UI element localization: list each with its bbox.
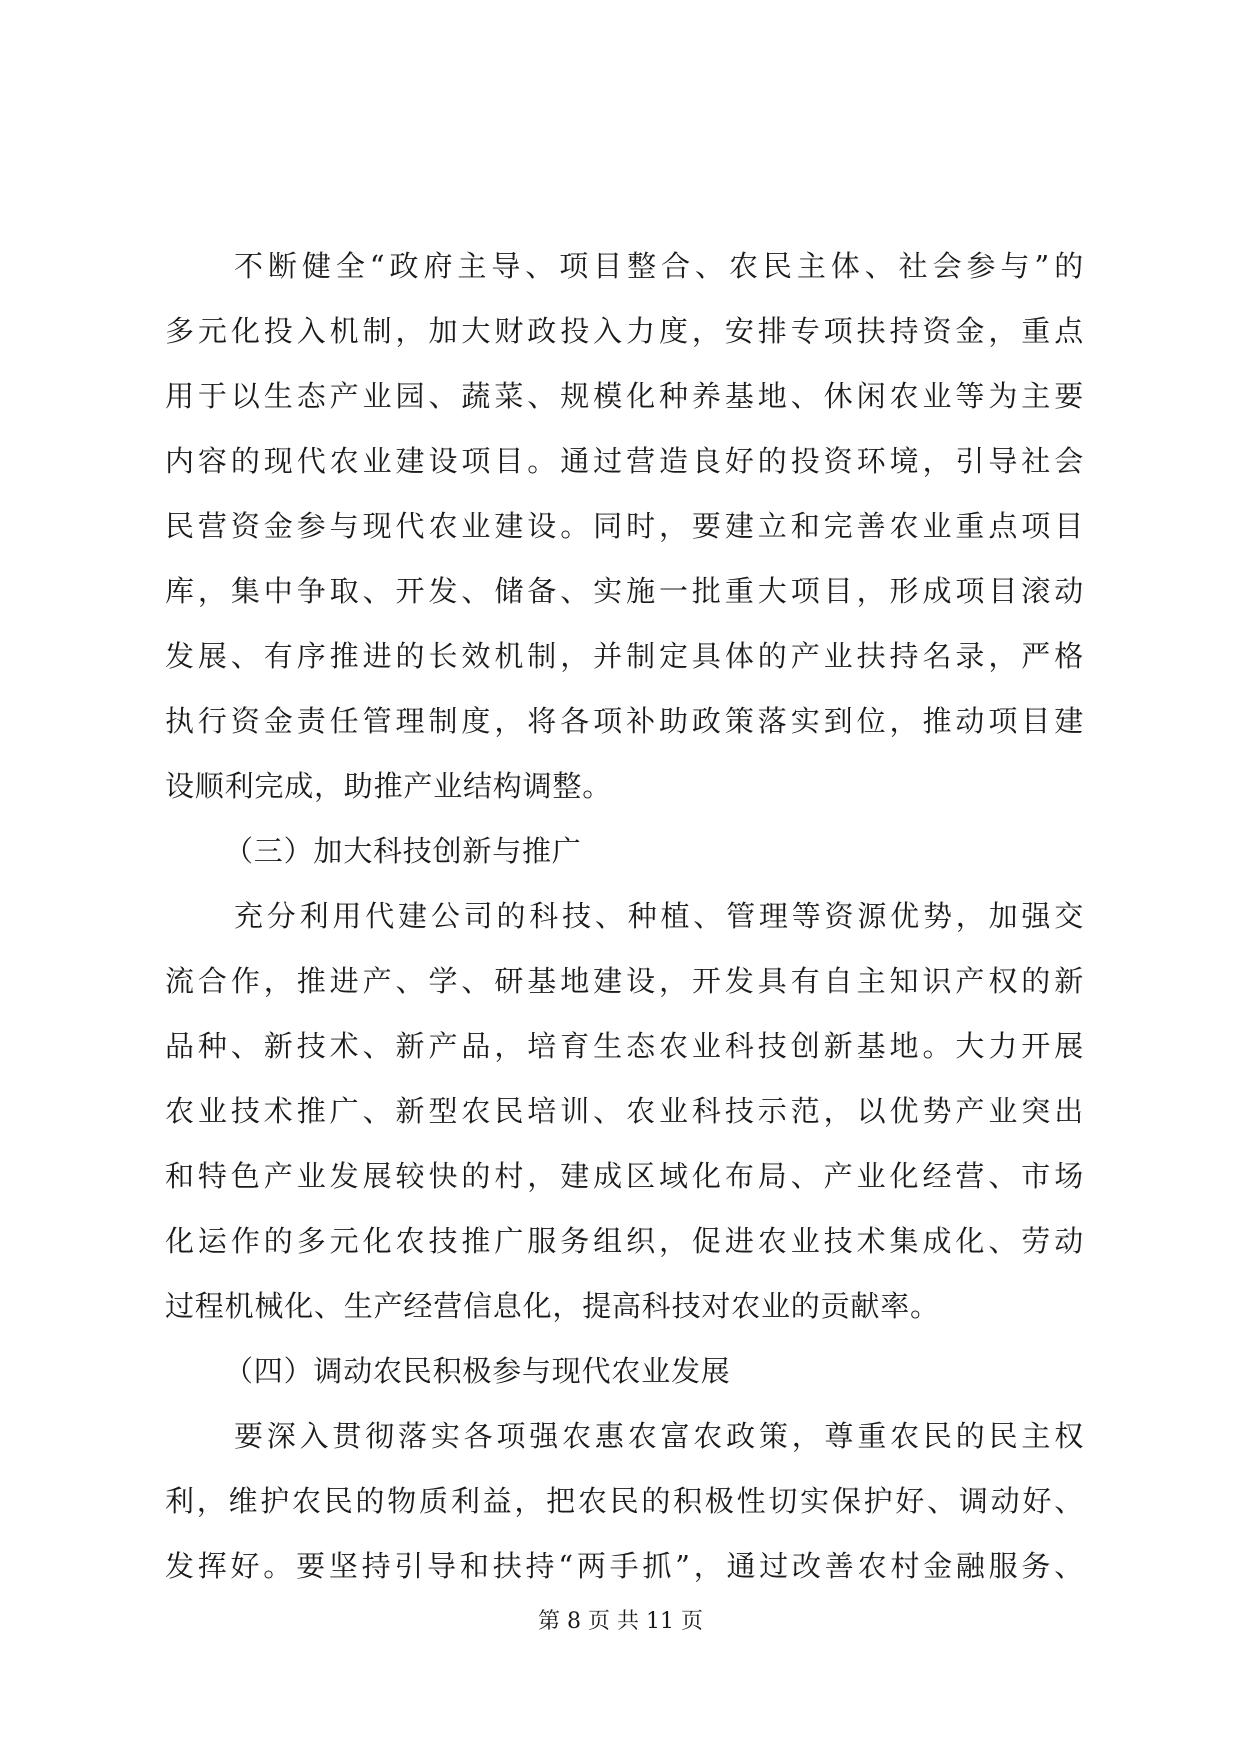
paragraph-1-line-4: 内容的现代农业建设项目。通过营造良好的投资环境，引导社会 xyxy=(165,444,1084,478)
paragraph-1-line-8: 执行资金责任管理制度，将各项补助政策落实到位，推动项目建 xyxy=(165,704,1084,738)
body-text xyxy=(165,234,1084,1599)
paragraph-1-line-1: 不断健全“政府主导、项目整合、农民主体、社会参与”的 xyxy=(234,249,1084,283)
paragraph-1-line-3: 用于以生态产业园、蔬菜、规模化种养基地、休闲农业等为主要 xyxy=(165,379,1084,413)
section-heading-4: （四）调动农民积极参与现代农业发展 xyxy=(224,1354,731,1388)
paragraph-2-line-7: 过程机械化、生产经营信息化，提高科技对农业的贡献率。 xyxy=(165,1289,940,1323)
page-number-footer: 第 8 页 共 11 页 xyxy=(538,1609,703,1634)
paragraph-2-line-5: 和特色产业发展较快的村，建成区域化布局、产业化经营、市场 xyxy=(165,1159,1084,1193)
paragraph-2-line-6: 化运作的多元化农技推广服务组织，促进农业技术集成化、劳动 xyxy=(165,1224,1084,1258)
section-heading-3: （三）加大科技创新与推广 xyxy=(224,834,582,868)
paragraph-1-line-9: 设顺利完成，助推产业结构调整。 xyxy=(165,769,613,803)
paragraph-1-line-5: 民营资金参与现代农业建设。同时，要建立和完善农业重点项目 xyxy=(165,509,1084,543)
paragraph-3-line-1: 要深入贯彻落实各项强农惠农富农政策，尊重农民的民主权 xyxy=(234,1419,1084,1453)
paragraph-3-line-3: 发挥好。要坚持引导和扶持“两手抓”，通过改善农村金融服务、 xyxy=(165,1549,1084,1583)
paragraph-1-line-7: 发展、有序推进的长效机制，并制定具体的产业扶持名录，严格 xyxy=(165,639,1084,673)
paragraph-1-line-6: 库，集中争取、开发、储备、实施一批重大项目，形成项目滚动 xyxy=(165,574,1084,608)
paragraph-2-line-4: 农业技术推广、新型农民培训、农业科技示范，以优势产业突出 xyxy=(165,1094,1084,1128)
paragraph-1-line-2: 多元化投入机制，加大财政投入力度，安排专项扶持资金，重点 xyxy=(165,314,1084,348)
paragraph-3-line-2: 利，维护农民的物质利益，把农民的积极性切实保护好、调动好、 xyxy=(165,1484,1084,1518)
paragraph-2-line-1: 充分利用代建公司的科技、种植、管理等资源优势，加强交 xyxy=(234,899,1084,933)
paragraph-2-line-3: 品种、新技术、新产品，培育生态农业科技创新基地。大力开展 xyxy=(165,1029,1084,1063)
paragraph-2-line-2: 流合作，推进产、学、研基地建设，开发具有自主知识产权的新 xyxy=(165,964,1084,998)
